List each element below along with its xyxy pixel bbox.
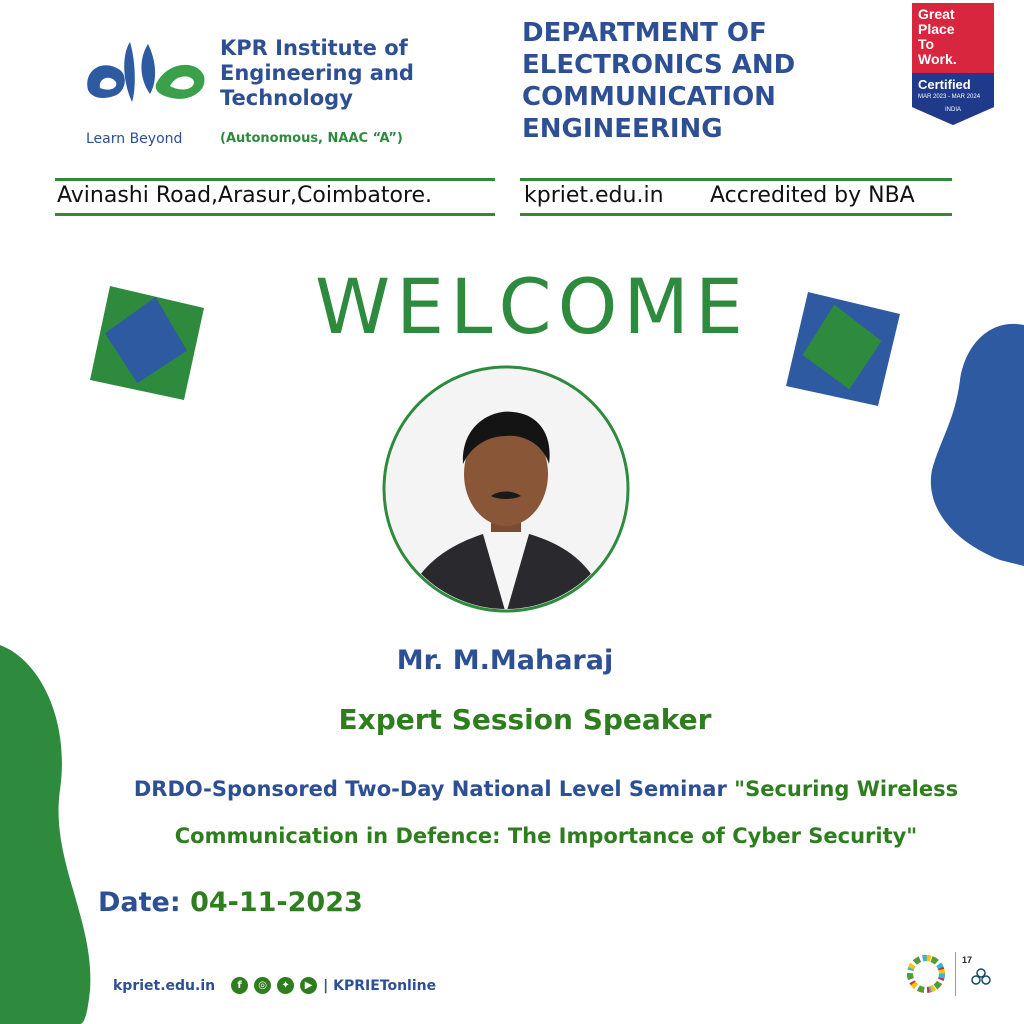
- sdg-partnership-icon: [970, 967, 992, 989]
- department-title: [522, 17, 795, 145]
- footer-handle[interactable]: | KPRIETonline: [323, 977, 437, 994]
- department-line4: ENGINEERING: [522, 114, 723, 144]
- green-blob-shape: [0, 645, 90, 1024]
- header-website: kpriet.edu.in: [524, 183, 664, 208]
- web-top-rule: [520, 178, 952, 181]
- badge-line2: Place: [918, 21, 955, 37]
- footer-website[interactable]: kpriet.edu.in: [113, 977, 216, 994]
- youtube-icon[interactable]: ▶: [300, 977, 317, 994]
- badge-certified: Certified: [918, 77, 971, 92]
- address-text: Avinashi Road,Arasur,Coimbatore.: [57, 183, 433, 208]
- seminar-title-part2: "Securing Wireless Communication in Defence: The Importance of Cyber Security": [174, 777, 959, 848]
- sdg-divider: [955, 952, 956, 996]
- event-date: [98, 887, 363, 918]
- speaker-photo: [373, 364, 639, 614]
- kpr-logo: [78, 40, 208, 120]
- nba-accreditation: Accredited by NBA: [710, 183, 915, 208]
- blue-blob-shape: [931, 324, 1024, 566]
- date-label: Date:: [98, 887, 181, 918]
- institute-name-line3: Technology: [220, 86, 353, 110]
- institute-tagline: Learn Beyond: [86, 131, 183, 147]
- accreditation-note: (Autonomous, NAAC “A”): [220, 131, 403, 146]
- seminar-title: [120, 766, 972, 860]
- badge-period: MAR 2023 - MAR 2024: [918, 94, 981, 100]
- great-place-to-work-badge: [912, 3, 994, 125]
- department-line2: ELECTRONICS AND: [522, 50, 796, 80]
- speaker-name: Mr. M.Maharaj: [396, 645, 614, 676]
- welcome-heading: WELCOME: [315, 262, 749, 351]
- institute-name: [220, 36, 414, 111]
- sdg-wheel-icon: [906, 954, 946, 994]
- department-line1: DEPARTMENT OF: [522, 18, 767, 48]
- footer-bar: [113, 977, 436, 994]
- facebook-icon[interactable]: f: [231, 977, 248, 994]
- badge-line1: Great: [918, 6, 955, 22]
- badge-line3: To: [918, 36, 935, 52]
- institute-name-line2: Engineering and: [220, 61, 414, 85]
- seminar-title-part1: DRDO-Sponsored Two-Day National Level Seminar: [133, 777, 735, 801]
- twitter-icon[interactable]: ✦: [277, 977, 294, 994]
- web-bottom-rule: [520, 213, 952, 216]
- speaker-role: Expert Session Speaker: [338, 703, 712, 736]
- institute-name-line1: KPR Institute of: [220, 36, 408, 60]
- instagram-icon[interactable]: ◎: [254, 977, 271, 994]
- address-bottom-rule: [55, 213, 495, 216]
- address-top-rule: [55, 178, 495, 181]
- badge-line4: Work.: [918, 51, 957, 67]
- sdg-number: 17: [962, 955, 973, 965]
- badge-country: INDIA: [944, 107, 961, 113]
- date-value: 04-11-2023: [190, 887, 363, 918]
- department-line3: COMMUNICATION: [522, 82, 776, 112]
